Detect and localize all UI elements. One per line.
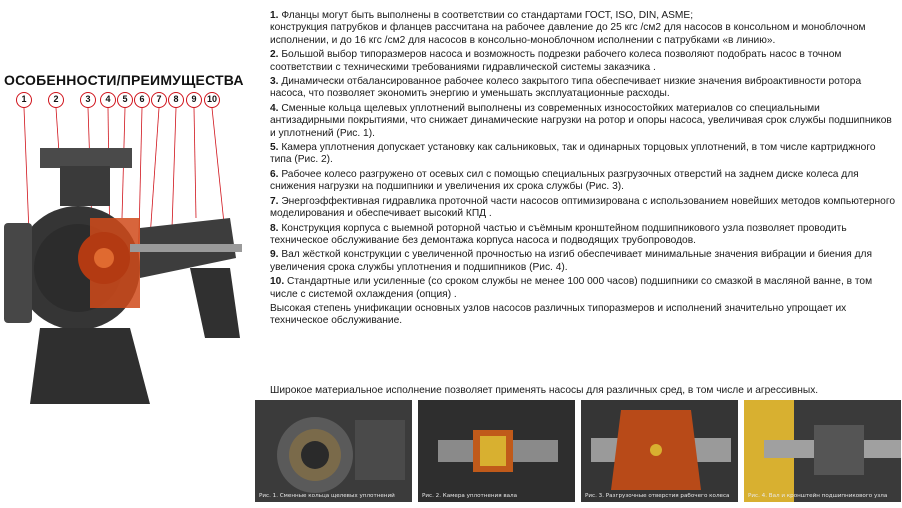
section-heading: ОСОБЕННОСТИ/ПРЕИМУЩЕСТВА bbox=[4, 72, 244, 88]
material-note: Широкое материальное исполнение позволяет применять насосы для различных сред, в том числе и агрессивных. bbox=[270, 385, 819, 396]
photo-shaft-bracket bbox=[744, 400, 901, 502]
feature-number: 7. bbox=[270, 195, 279, 207]
feature-number: 2. bbox=[270, 49, 279, 61]
callout-3: 3 bbox=[80, 92, 96, 108]
feature-number: 4. bbox=[270, 102, 279, 114]
feature-text: Энергоэффективная гидравлика проточной части насосов оптимизирована с использованием новейших методов компьютерного моделирования и обеспечивает высокий КПД . bbox=[270, 195, 895, 220]
feature-number: 8. bbox=[270, 222, 279, 234]
callout-2: 2 bbox=[48, 92, 64, 108]
feature-text-extra: конструкция патрубков и фланцев рассчитана на рабочее давление до 25 кгс /см2 для насосов в консольном и моноблочном исполнении, и до 16 кгс /см2 для насосов в консольно-моноблочном исполнении с патрубками «в линию». bbox=[270, 22, 866, 46]
callout-5: 5 bbox=[117, 92, 133, 108]
feature-list bbox=[270, 10, 896, 330]
callout-1: 1 bbox=[16, 92, 32, 108]
photo-seal-chamber-image bbox=[418, 400, 575, 502]
callout-7: 7 bbox=[151, 92, 167, 108]
photo-balance-holes-image bbox=[581, 400, 738, 502]
pump-cutaway-illustration bbox=[0, 108, 248, 404]
photo-shaft-bracket-image bbox=[744, 400, 901, 502]
feature-number: 9. bbox=[270, 249, 279, 261]
feature-item-3 bbox=[270, 76, 896, 101]
feature-text: Камера уплотнения допускает установку как сальниковых, так и одинарных торцовых уплотнений, в том числе картриджного типа (Рис. 2). bbox=[270, 142, 876, 166]
callout-4: 4 bbox=[100, 92, 116, 108]
summary-text: Высокая степень унификации основных узлов насосов различных типоразмеров и исполнений значительно упрощает их техническое обслуживание. bbox=[270, 302, 847, 327]
callout-9: 9 bbox=[186, 92, 202, 108]
feature-item-4 bbox=[270, 103, 896, 140]
feature-number: 5. bbox=[270, 142, 279, 154]
feature-text: Стандартные или усиленные (со сроком службы не менее 100 000 часов) подшипники со смазкой в масляной ванне, в том числе с системой охлаждения (опция) . bbox=[270, 276, 873, 300]
photo-caption: Рис. 3. Разгрузочные отверстия рабочего колеса bbox=[585, 493, 730, 499]
photo-balance-holes bbox=[581, 400, 738, 502]
feature-item-6 bbox=[270, 169, 896, 194]
feature-text: Фланцы могут быть выполнены в соответствии со стандартами ГОСТ, ISO, DIN, ASME; bbox=[281, 10, 694, 21]
photo-seal-chamber bbox=[418, 400, 575, 502]
feature-number: 10. bbox=[270, 276, 285, 288]
feature-text: Вал жёсткой конструкции с увеличенной прочностью на изгиб обеспечивает минимальные значения вибрации и биения для увеличения срока службы уплотнения и подшипников (Рис. 4). bbox=[270, 249, 872, 273]
photo-wear-rings bbox=[255, 400, 412, 502]
feature-number: 1. bbox=[270, 10, 279, 21]
feature-item-10 bbox=[270, 276, 896, 301]
feature-text: Рабочее колесо разгружено от осевых сил с помощью специальных разгрузочных отверстий на заднем диске колеса для снижения нагрузки на подшипники и увеличения их срока службы (Рис. 3). bbox=[270, 168, 859, 193]
feature-text: Сменные кольца щелевых уплотнений выполнены из современных износостойких материалов со специальными антизадирными покрытиями, что снижает динамические нагрузки на ротор и опоры насоса, увеличивая срок службы подшипников и уплотнений (Рис. 1). bbox=[270, 102, 892, 139]
feature-number: 6. bbox=[270, 168, 279, 180]
feature-number: 3. bbox=[270, 76, 279, 88]
feature-item-8 bbox=[270, 223, 896, 248]
feature-item-5 bbox=[270, 142, 896, 167]
callout-8: 8 bbox=[168, 92, 184, 108]
feature-text: Конструкция корпуса с выемной роторной частью и съёмным кронштейном подшипникового узла позволяет проводить техническое обслуживание без демонтажа корпуса насоса и подводящих трубопроводов. bbox=[270, 222, 847, 246]
photo-strip bbox=[255, 400, 901, 502]
callout-10: 10 bbox=[204, 92, 220, 108]
callout-6: 6 bbox=[134, 92, 150, 108]
pump-cutaway-drawing bbox=[0, 108, 248, 404]
photo-wear-rings-image bbox=[255, 400, 412, 502]
feature-item-1 bbox=[270, 10, 896, 47]
feature-text: Большой выбор типоразмеров насоса и возможность подрезки рабочего колеса позволяют подобрать насос в точном соответствии с техническими требованиями гидравлической системы заказчика . bbox=[270, 49, 842, 73]
feature-text: Динамически отбалансированное рабочее колесо закрытого типа обеспечивает низкие значения виброактивности ротора насоса, что позволяет экономить энергию и уменьшать эксплуатационные расходы. bbox=[270, 76, 862, 100]
feature-item-7 bbox=[270, 196, 896, 221]
photo-caption: Рис. 4. Вал и кронштейн подшипникового узла bbox=[748, 493, 888, 499]
photo-caption: Рис. 1. Сменные кольца щелевых уплотнений bbox=[259, 493, 395, 499]
feature-item-2 bbox=[270, 49, 896, 74]
photo-caption: Рис. 2. Камера уплотнения вала bbox=[422, 493, 518, 499]
feature-item-9 bbox=[270, 249, 896, 274]
